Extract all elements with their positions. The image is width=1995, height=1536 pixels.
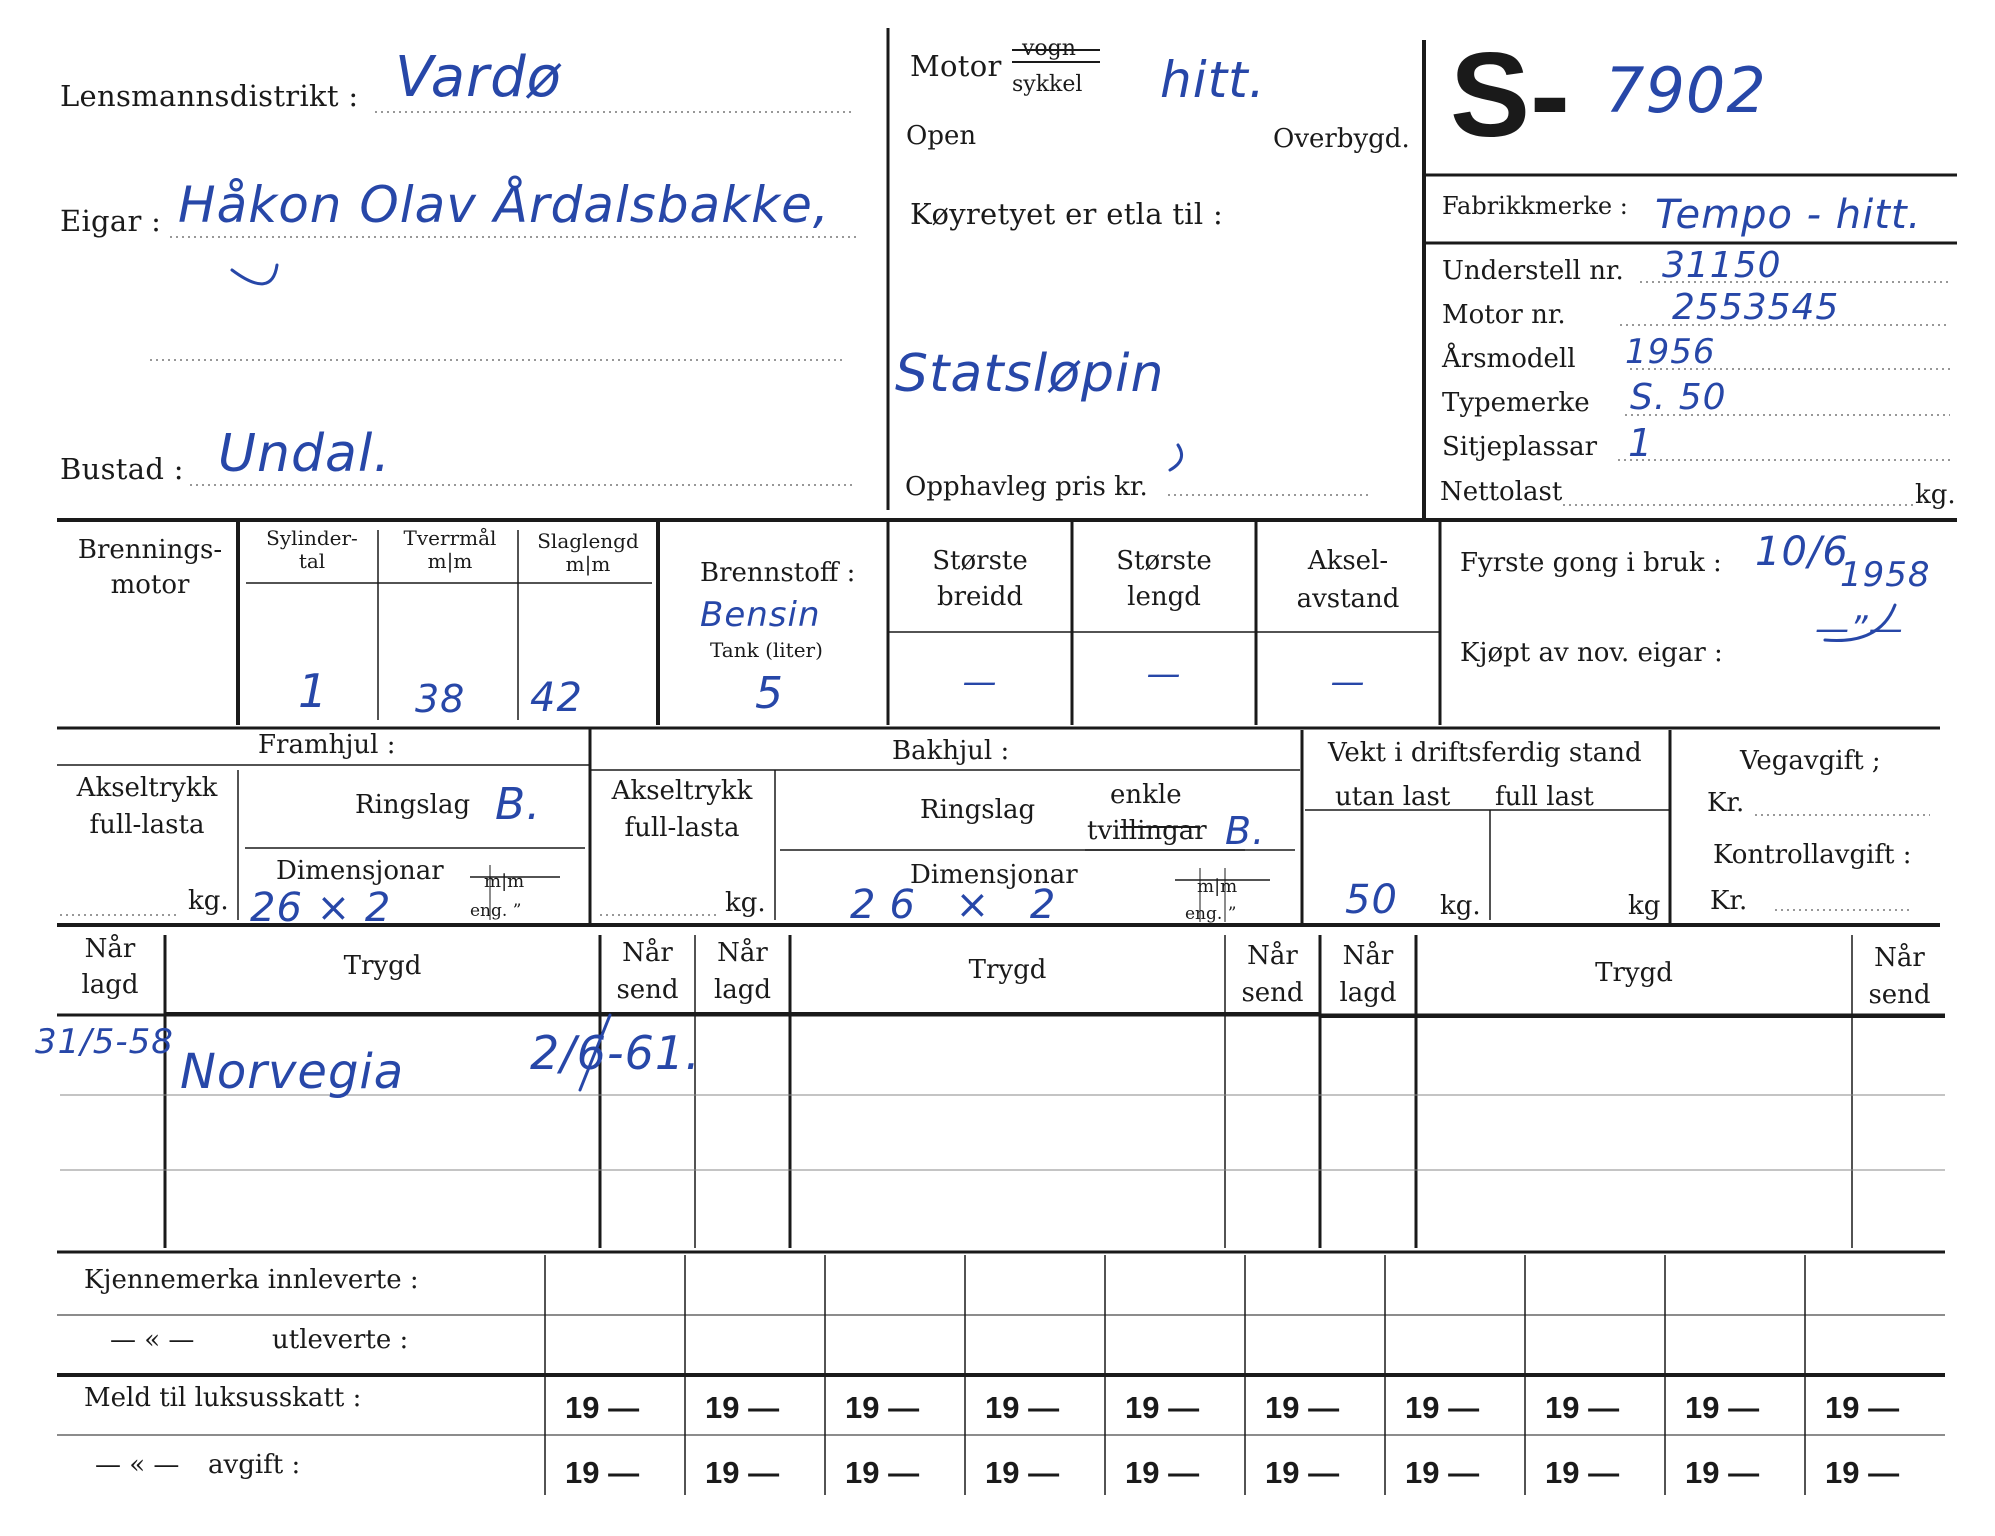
arsmodell-value: 1956 [1625, 332, 1716, 372]
full-last-label: full last [1495, 782, 1594, 812]
luksusskatt-label: Meld til luksusskatt : [84, 1383, 362, 1413]
overbygd-label: Overbygd. [1273, 124, 1410, 154]
ins-row1-lagd: 31/5-58 [35, 1022, 174, 1062]
brennings-motor-label: motor [110, 570, 190, 600]
ins3-trygd-label: Trygd [1595, 958, 1673, 988]
ins2-trygd-label: Trygd [968, 955, 1047, 985]
ins2-nar-send-label-2: send [1241, 978, 1304, 1008]
motor-nr-value: 2553545 [1672, 287, 1840, 328]
kontrollavgift-label: Kontrollavgift : [1713, 840, 1912, 870]
bustad-label: Bustad : [60, 452, 184, 486]
fyrste-gong-value-date: 10/6 [1755, 529, 1849, 575]
year-cell: 19 — [1685, 1390, 1760, 1425]
ins3-nar-lagd-label-2: lagd [1339, 978, 1397, 1008]
year-cell: 19 — [1125, 1390, 1200, 1425]
lensmannsdistrikt-label: Lensmannsdistrikt : [60, 79, 359, 113]
rear-ringslag-value: B. [1225, 809, 1266, 853]
rear-mm-label: m|m [1197, 876, 1238, 897]
avgift-ditto: — « — [95, 1450, 180, 1480]
open-label: Open [906, 121, 977, 151]
breidd-value: — [962, 662, 998, 702]
kjennemerka-ditto: — « — [110, 1325, 195, 1355]
brennstoff-label: Brennstoff : [700, 558, 856, 588]
year-cell: 19 — [1405, 1455, 1480, 1490]
sitjeplassar-label: Sitjeplassar [1442, 432, 1598, 462]
vegavgift-kr-label: Kr. [1707, 788, 1745, 818]
utan-last-kg-label: kg. [1440, 891, 1481, 921]
tal-label: tal [298, 549, 326, 573]
ins1-trygd-label: Trygd [343, 951, 422, 981]
utan-last-label: utan last [1335, 782, 1451, 812]
front-ringslag-label: Ringslag [355, 790, 471, 820]
front-dimensjonar-value: 26 × 2 [250, 885, 392, 931]
arsmodell-label: Årsmodell [1442, 344, 1576, 374]
fabrikkmerke-value: Tempo - hitt. [1655, 192, 1922, 238]
year-cell: 19 — [1125, 1455, 1200, 1490]
brennings-label: Brennings- [77, 535, 223, 565]
year-cell: 19 — [1545, 1390, 1620, 1425]
year-cell: 19 — [985, 1455, 1060, 1490]
year-cell: 19 — [985, 1390, 1060, 1425]
understell-label: Understell nr. [1442, 256, 1624, 286]
slaglengd-mm-label: m|m [565, 552, 611, 576]
ins2-nar-lagd-label-2: lagd [713, 975, 772, 1005]
typemerke-value: S. 50 [1630, 377, 1727, 418]
year-cell: 19 — [1545, 1455, 1620, 1490]
rear-akseltrykk-label: Akseltrykk [611, 776, 753, 806]
rear-eng-label: eng. ” [1185, 904, 1237, 924]
ins3-nar-send-label-2: send [1868, 980, 1931, 1010]
registration-number: 7902 [1605, 54, 1767, 127]
utleverte-label: utleverte : [272, 1325, 409, 1355]
ins-row1-send: 2/6-61. [530, 1026, 701, 1080]
tverrmal-label: Tverrmål [403, 526, 497, 550]
rear-dimensjonar-value: 26 × 2 [850, 882, 1070, 928]
ins1-nar-lagd-label-2: lagd [81, 970, 139, 1000]
full-last-kg-label: kg [1628, 891, 1661, 921]
sitjeplassar-value: 1 [1628, 421, 1654, 465]
lengd-value: — [1146, 654, 1182, 694]
rear-kg-label: kg. [725, 888, 766, 918]
motor-nr-label: Motor nr. [1442, 300, 1566, 330]
ins2-nar-send-label-1: Når [1247, 941, 1298, 971]
year-cell: 19 — [1685, 1455, 1760, 1490]
year-cell: 19 — [1265, 1455, 1340, 1490]
year-cell: 19 — [1825, 1455, 1900, 1490]
year-cell: 19 — [845, 1455, 920, 1490]
koyretyet-value: Statsløpin [895, 344, 1165, 404]
year-cell: 19 — [1405, 1390, 1480, 1425]
sylinder-label: Sylinder- [266, 526, 358, 550]
bustad-value: Undal. [218, 424, 391, 484]
rear-dimensjonar-label: Dimensjonar [910, 860, 1078, 890]
ins3-nar-send-label-1: Når [1874, 943, 1925, 973]
vogn-label: vogn [1022, 36, 1076, 61]
eigar-value: Håkon Olav Årdalsbakke, [178, 176, 830, 234]
tverrmal-mm-label: m|m [427, 549, 473, 573]
storste-breidd-label-1: Største [932, 546, 1028, 576]
rear-ringslag-label: Ringslag [920, 795, 1036, 825]
front-mm-label: m|m [484, 871, 525, 892]
nettolast-kg-label: kg. [1915, 480, 1956, 510]
ins1-nar-send-label-1: Når [622, 938, 673, 968]
ins-row1-trygd: Norvegia [180, 1044, 405, 1100]
motor-type-value: hitt. [1160, 51, 1266, 109]
tvillingar-label: tvillingar [1087, 816, 1207, 846]
vekt-label: Vekt i driftsferdig stand [1328, 738, 1642, 768]
rear-full-lasta-label: full-lasta [624, 813, 740, 843]
slaglengd-label: Slaglengd [537, 529, 639, 553]
year-cell: 19 — [705, 1390, 780, 1425]
bakhjul-label: Bakhjul : [892, 736, 1010, 766]
front-kg-label: kg. [188, 886, 229, 916]
storste-breidd-label-2: breidd [936, 582, 1024, 612]
year-cell: 19 — [705, 1455, 780, 1490]
kjopt-value: —”— [1815, 609, 1904, 649]
year-cell: 19 — [1265, 1390, 1340, 1425]
avstand-value: — [1330, 662, 1366, 702]
fyrste-gong-value-year: 1958 [1840, 555, 1931, 595]
framhjul-label: Framhjul : [258, 730, 396, 760]
sylinder-value: 1 [298, 664, 329, 718]
ins2-nar-lagd-label-1: Når [717, 938, 768, 968]
front-dimensjonar-label: Dimensjonar [276, 856, 444, 886]
enkle-label: enkle [1110, 780, 1182, 810]
utan-last-value: 50 [1345, 877, 1398, 923]
typemerke-label: Typemerke [1442, 388, 1590, 418]
understell-value: 31150 [1662, 245, 1782, 286]
fyrste-gong-label: Fyrste gong i bruk : [1460, 548, 1722, 578]
kjopt-label: Kjøpt av nov. eigar : [1460, 638, 1723, 668]
ins1-nar-lagd-label-1: Når [84, 934, 136, 964]
eigar-label: Eigar : [60, 204, 162, 238]
front-full-lasta-label: full-lasta [89, 810, 205, 840]
akselavstand-label-2: avstand [1296, 584, 1400, 614]
kontrollavgift-kr-label: Kr. [1710, 886, 1748, 916]
year-cell: 19 — [845, 1390, 920, 1425]
opphavleg-pris-label: Opphavleg pris kr. [905, 472, 1148, 502]
tank-value: 5 [755, 668, 784, 719]
nettolast-label: Nettolast [1440, 477, 1563, 507]
sykkel-label: sykkel [1012, 72, 1083, 97]
koyretyet-label: Køyretyet er etla til : [910, 197, 1224, 231]
front-ringslag-value: B. [495, 779, 542, 830]
front-akseltrykk-label: Akseltrykk [76, 773, 218, 803]
storste-lengd-label-2: lengd [1127, 582, 1201, 612]
registration-prefix: S- [1450, 28, 1570, 162]
tverrmal-value: 38 [415, 677, 466, 721]
slaglengd-value: 42 [530, 675, 583, 721]
lensmannsdistrikt-value: Vardø [395, 45, 562, 110]
vegavgift-label: Vegavgift ; [1740, 746, 1881, 776]
year-cell: 19 — [565, 1390, 640, 1425]
fabrikkmerke-label: Fabrikkmerke : [1442, 192, 1628, 220]
year-cell: 19 — [1825, 1390, 1900, 1425]
front-eng-label: eng. ” [470, 901, 522, 921]
year-cell: 19 — [565, 1455, 640, 1490]
storste-lengd-label-1: Største [1116, 546, 1212, 576]
avgift-label: avgift : [208, 1450, 301, 1480]
brennstoff-value: Bensin [700, 595, 821, 635]
kjennemerka-label: Kjennemerka innleverte : [84, 1265, 419, 1295]
akselavstand-label-1: Aksel- [1307, 546, 1389, 576]
motor-label: Motor [910, 49, 1002, 83]
ins1-nar-send-label-2: send [616, 975, 679, 1005]
ins3-nar-lagd-label-1: Når [1342, 941, 1394, 971]
tank-label: Tank (liter) [710, 638, 823, 662]
